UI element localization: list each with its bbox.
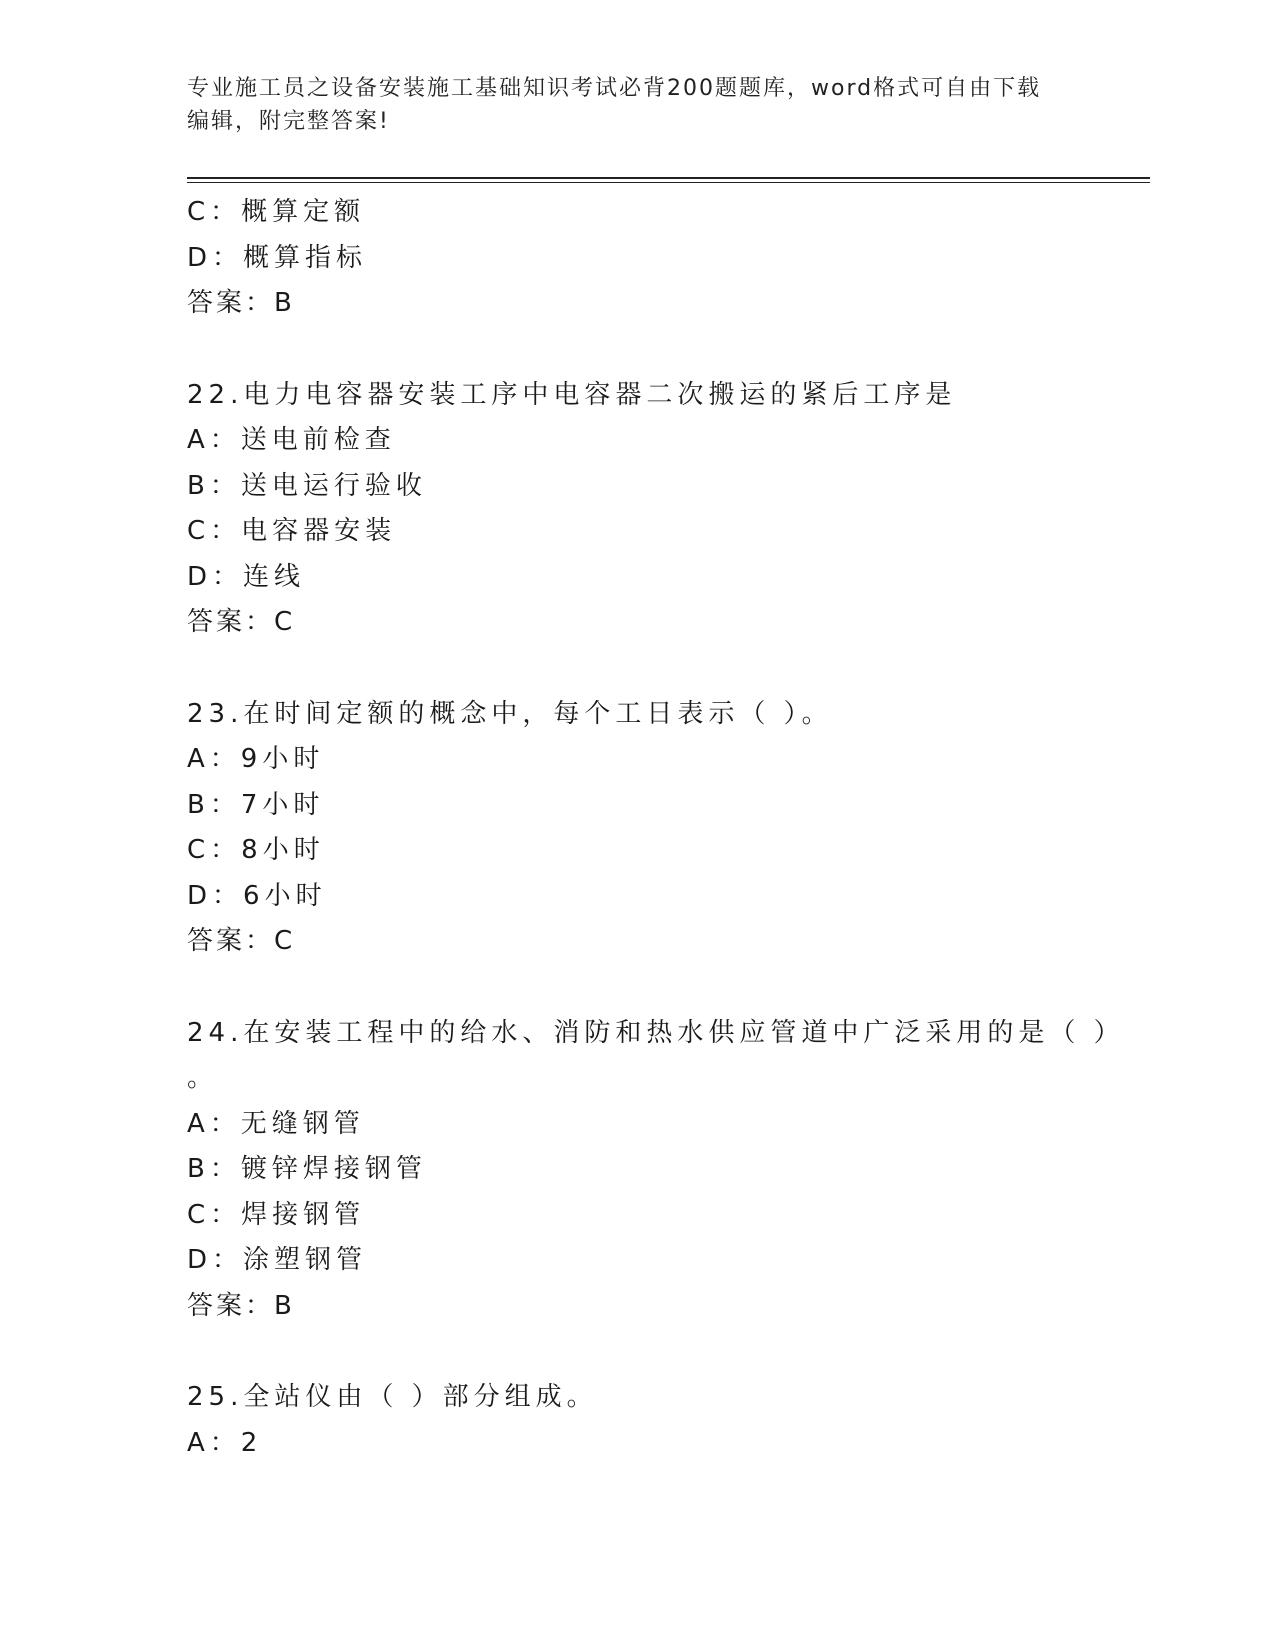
header-line-2: 编辑，附完整答案!	[187, 109, 390, 134]
question-stem-continuation: 。	[187, 1063, 219, 1093]
option-text: 概算定额	[241, 197, 366, 227]
question-stem: 22.电力电容器安装工序中电容器二次搬运的紧后工序是	[187, 379, 957, 410]
option-a: A：2	[187, 1427, 263, 1458]
option-b: B：镀锌焊接钢管	[187, 1154, 427, 1184]
option-key: D	[187, 242, 213, 273]
option-d: D：涂塑钢管	[187, 1245, 368, 1275]
option-a: A：无缝钢管	[187, 1108, 365, 1139]
document-header	[187, 72, 1067, 138]
question-stem: 24.在安装工程中的给水、消防和热水供应管道中广泛采用的是（ ）	[187, 1017, 1125, 1048]
option-d: D：概算指标	[187, 242, 368, 273]
option-c: C：8小时	[187, 835, 325, 865]
question-25	[187, 1375, 1150, 1466]
question-list	[187, 190, 1150, 1466]
option-text: 概算指标	[243, 242, 368, 273]
answer-line: 答案：B	[187, 1290, 295, 1321]
answer-line: 答案：C	[187, 926, 296, 956]
option-d: D：连线	[187, 561, 306, 592]
question-23	[187, 692, 1150, 965]
option-key: C	[187, 197, 211, 227]
question-22	[187, 373, 1150, 646]
question-24	[187, 1011, 1150, 1330]
option-b: B：送电运行验收	[187, 470, 427, 501]
header-divider-thin	[187, 182, 1150, 183]
question-stem: 25.全站仪由（ ）部分组成。	[187, 1382, 598, 1412]
question-stem: 23.在时间定额的概念中，每个工日表示（ ）。	[187, 698, 833, 729]
answer-line: 答案：C	[187, 607, 296, 637]
header-divider-thick	[187, 177, 1150, 179]
question-21-fragment	[187, 190, 1150, 327]
header-line-1: 专业施工员之设备安装施工基础知识考试必背200题题库，word格式可自由下载	[187, 76, 1042, 101]
option-b: B：7小时	[187, 789, 325, 820]
answer-line: 答案：B	[187, 288, 295, 318]
option-d: D：6小时	[187, 880, 327, 911]
option-c: C：焊接钢管	[187, 1199, 366, 1230]
option-a: A：送电前检查	[187, 425, 396, 455]
option-c: C：电容器安装	[187, 516, 397, 546]
option-c: C：概算定额	[187, 197, 366, 227]
option-a: A：9小时	[187, 744, 325, 774]
